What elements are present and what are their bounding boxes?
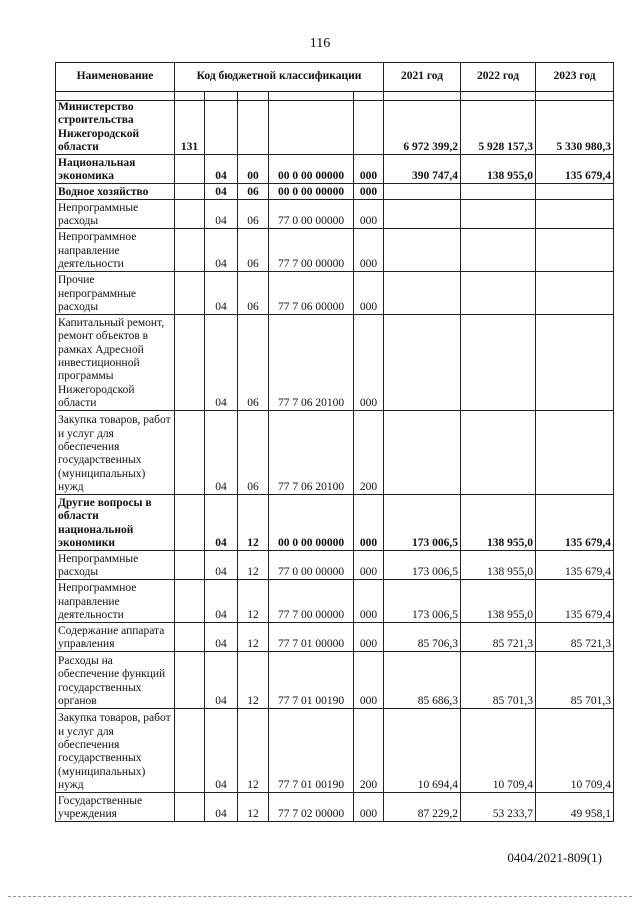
header-row xyxy=(56,63,614,92)
code-subsection: 06 xyxy=(238,411,269,495)
code-section: 04 xyxy=(205,411,238,495)
code-expense-type: 000 xyxy=(354,623,384,652)
code-section: 04 xyxy=(205,580,238,623)
code-section: 04 xyxy=(205,315,238,411)
value-2021: 173 006,5 xyxy=(384,495,461,551)
value-2021: 6 972 399,2 xyxy=(384,101,461,155)
value-2021: 85 706,3 xyxy=(384,623,461,652)
code-target-article: 00 0 00 00000 xyxy=(269,495,354,551)
code-target-article: 77 0 00 00000 xyxy=(269,551,354,580)
bottom-rule xyxy=(8,896,632,897)
header-2021: 2021 год xyxy=(384,63,461,92)
header-2023: 2023 год xyxy=(536,63,614,92)
value-2023: 5 330 980,3 xyxy=(536,101,614,155)
row-name: Министерство строительства Нижегородской области xyxy=(56,101,175,155)
code-expense-type: 200 xyxy=(354,709,384,793)
value-2021 xyxy=(384,184,461,200)
table-row xyxy=(56,200,614,229)
code-ministry: 131 xyxy=(175,101,205,155)
code-expense-type: 000 xyxy=(354,229,384,272)
value-2022: 85 701,3 xyxy=(461,652,536,709)
code-target-article xyxy=(269,101,354,155)
value-2021 xyxy=(384,272,461,315)
value-2021: 87 229,2 xyxy=(384,793,461,822)
code-section xyxy=(205,101,238,155)
value-2023: 135 679,4 xyxy=(536,495,614,551)
code-section: 04 xyxy=(205,272,238,315)
row-name: Водное хозяйство xyxy=(56,184,175,200)
code-expense-type: 000 xyxy=(354,580,384,623)
code-subsection: 06 xyxy=(238,272,269,315)
table-row xyxy=(56,411,614,495)
code-target-article: 77 7 06 00000 xyxy=(269,272,354,315)
code-target-article: 77 7 00 00000 xyxy=(269,229,354,272)
code-target-article: 00 0 00 00000 xyxy=(269,155,354,184)
code-subsection: 12 xyxy=(238,652,269,709)
value-2023 xyxy=(536,315,614,411)
table-row xyxy=(56,709,614,793)
document-id: 0404/2021-809(1) xyxy=(507,850,602,865)
row-name: Непрограммное направление деятельности xyxy=(56,580,175,623)
code-ministry xyxy=(175,184,205,200)
code-ministry xyxy=(175,551,205,580)
row-name: Содержание аппарата управления xyxy=(56,623,175,652)
value-2021: 173 006,5 xyxy=(384,580,461,623)
value-2022 xyxy=(461,229,536,272)
code-ministry xyxy=(175,200,205,229)
value-2021: 85 686,3 xyxy=(384,652,461,709)
code-target-article: 77 0 00 00000 xyxy=(269,200,354,229)
code-expense-type: 000 xyxy=(354,184,384,200)
header-2022: 2022 год xyxy=(461,63,536,92)
row-name: Непрограммные расходы xyxy=(56,551,175,580)
value-2022: 138 955,0 xyxy=(461,551,536,580)
row-name: Капитальный ремонт, ремонт объектов в рамках Адресной инвестиционной программы Нижегородской области xyxy=(56,315,175,411)
code-expense-type: 200 xyxy=(354,411,384,495)
value-2021 xyxy=(384,229,461,272)
value-2022 xyxy=(461,411,536,495)
code-expense-type: 000 xyxy=(354,155,384,184)
row-name: Закупка товаров, работ и услуг для обеспечения государственных (муниципальных) нужд xyxy=(56,411,175,495)
value-2022: 85 721,3 xyxy=(461,623,536,652)
row-name: Закупка товаров, работ и услуг для обеспечения государственных (муниципальных) нужд xyxy=(56,709,175,793)
value-2022 xyxy=(461,272,536,315)
header-code: Код бюджетной классификации xyxy=(175,63,384,92)
code-ministry xyxy=(175,272,205,315)
table-row xyxy=(56,229,614,272)
code-expense-type xyxy=(354,101,384,155)
value-2022 xyxy=(461,184,536,200)
code-section: 04 xyxy=(205,495,238,551)
value-2021 xyxy=(384,315,461,411)
code-target-article: 77 7 01 00190 xyxy=(269,652,354,709)
value-2021: 390 747,4 xyxy=(384,155,461,184)
code-section: 04 xyxy=(205,229,238,272)
table-row xyxy=(56,551,614,580)
value-2023: 135 679,4 xyxy=(536,580,614,623)
row-name: Национальная экономика xyxy=(56,155,175,184)
code-ministry xyxy=(175,411,205,495)
value-2022 xyxy=(461,200,536,229)
row-name: Государственные учреждения xyxy=(56,793,175,822)
code-ministry xyxy=(175,793,205,822)
code-subsection: 12 xyxy=(238,580,269,623)
code-expense-type: 000 xyxy=(354,793,384,822)
value-2023 xyxy=(536,411,614,495)
table-row xyxy=(56,793,614,822)
code-subsection: 06 xyxy=(238,229,269,272)
code-expense-type: 000 xyxy=(354,652,384,709)
code-section: 04 xyxy=(205,793,238,822)
code-section: 04 xyxy=(205,623,238,652)
code-subsection: 12 xyxy=(238,623,269,652)
row-name: Непрограммное направление деятельности xyxy=(56,229,175,272)
code-target-article: 77 7 02 00000 xyxy=(269,793,354,822)
code-target-article: 00 0 00 00000 xyxy=(269,184,354,200)
code-ministry xyxy=(175,623,205,652)
table-row xyxy=(56,623,614,652)
value-2021: 10 694,4 xyxy=(384,709,461,793)
value-2021 xyxy=(384,200,461,229)
code-ministry xyxy=(175,580,205,623)
code-target-article: 77 7 06 20100 xyxy=(269,315,354,411)
row-name: Расходы на обеспечение функций государственных органов xyxy=(56,652,175,709)
code-ministry xyxy=(175,495,205,551)
value-2022: 53 233,7 xyxy=(461,793,536,822)
value-2022: 138 955,0 xyxy=(461,580,536,623)
table-row xyxy=(56,272,614,315)
code-expense-type: 000 xyxy=(354,495,384,551)
value-2022: 138 955,0 xyxy=(461,495,536,551)
code-expense-type: 000 xyxy=(354,315,384,411)
row-name: Другие вопросы в области национальной экономики xyxy=(56,495,175,551)
table-body xyxy=(56,101,614,822)
value-2023 xyxy=(536,229,614,272)
value-2022 xyxy=(461,315,536,411)
code-section: 04 xyxy=(205,200,238,229)
code-expense-type: 000 xyxy=(354,200,384,229)
code-subsection: 12 xyxy=(238,793,269,822)
code-target-article: 77 7 00 00000 xyxy=(269,580,354,623)
code-target-article: 77 7 01 00190 xyxy=(269,709,354,793)
code-subsection: 06 xyxy=(238,200,269,229)
code-ministry xyxy=(175,229,205,272)
table-row xyxy=(56,495,614,551)
code-section: 04 xyxy=(205,184,238,200)
code-ministry xyxy=(175,652,205,709)
budget-table xyxy=(55,62,614,822)
row-name: Непрограммные расходы xyxy=(56,200,175,229)
value-2022: 10 709,4 xyxy=(461,709,536,793)
value-2021: 173 006,5 xyxy=(384,551,461,580)
value-2022: 5 928 157,3 xyxy=(461,101,536,155)
row-name: Прочие непрограммные расходы xyxy=(56,272,175,315)
code-expense-type: 000 xyxy=(354,551,384,580)
value-2023 xyxy=(536,200,614,229)
page-number: 116 xyxy=(309,36,331,51)
spacer-row xyxy=(56,92,614,101)
header-name: Наименование xyxy=(56,63,175,92)
code-section: 04 xyxy=(205,551,238,580)
code-subsection: 06 xyxy=(238,315,269,411)
value-2023 xyxy=(536,272,614,315)
table-row xyxy=(56,184,614,200)
code-subsection: 12 xyxy=(238,495,269,551)
table-row xyxy=(56,101,614,155)
code-target-article: 77 7 06 20100 xyxy=(269,411,354,495)
code-subsection: 12 xyxy=(238,551,269,580)
code-section: 04 xyxy=(205,652,238,709)
code-section: 04 xyxy=(205,155,238,184)
code-ministry xyxy=(175,709,205,793)
code-ministry xyxy=(175,155,205,184)
table-row xyxy=(56,155,614,184)
code-subsection: 00 xyxy=(238,155,269,184)
code-subsection: 12 xyxy=(238,709,269,793)
code-subsection: 06 xyxy=(238,184,269,200)
code-ministry xyxy=(175,315,205,411)
value-2023: 85 721,3 xyxy=(536,623,614,652)
value-2023: 10 709,4 xyxy=(536,709,614,793)
table-row xyxy=(56,315,614,411)
value-2023 xyxy=(536,184,614,200)
table-row xyxy=(56,580,614,623)
value-2023: 135 679,4 xyxy=(536,155,614,184)
value-2022: 138 955,0 xyxy=(461,155,536,184)
value-2023: 135 679,4 xyxy=(536,551,614,580)
code-subsection xyxy=(238,101,269,155)
table-row xyxy=(56,652,614,709)
value-2023: 49 958,1 xyxy=(536,793,614,822)
code-target-article: 77 7 01 00000 xyxy=(269,623,354,652)
code-expense-type: 000 xyxy=(354,272,384,315)
code-section: 04 xyxy=(205,709,238,793)
value-2021 xyxy=(384,411,461,495)
value-2023: 85 701,3 xyxy=(536,652,614,709)
